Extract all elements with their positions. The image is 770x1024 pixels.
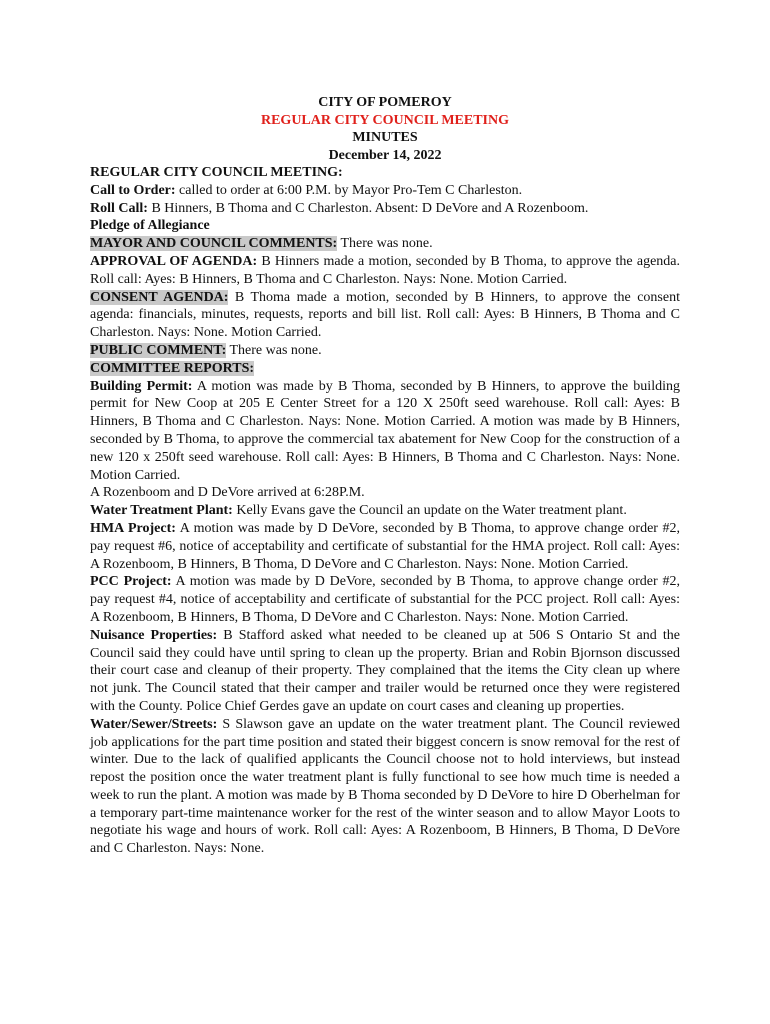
water-sewer-streets-text: S Slawson gave an update on the water treatment plant. The Council reviewed job applications for the part time position and stated their biggest concern is snow removal for the rest of winter. Due to the lack of qualified applicants the Council choose not to hold interviews, but instead repost the position once the water treatment plant is fully functional to see how much time is needed a week to run the plant. A motion was made by B Thoma seconded by D DeVore to hire D Oberhelman for a temporary part-time maintenance worker for the rest of the winter season and to allow Mayor Loots to negotiate his wage and hours of work. Roll call: Ayes: A Rozenboom, B Hinners, B Thoma, D DeVore and C Charleston. Nays: None. <box>90 716 680 857</box>
approval-of-agenda-label: APPROVAL OF AGENDA: <box>90 253 258 269</box>
building-permit <box>90 378 680 485</box>
mayor-comments-label: MAYOR AND COUNCIL COMMENTS: <box>90 236 338 252</box>
committee-reports-heading <box>90 360 680 378</box>
nuisance-properties-text: B Stafford asked what needed to be cleaned up at 506 S Ontario St and the Council said they could have until spring to clean up the property. Brian and Robin Bjornson discussed their court case and cleanup of their property. They complained that the items the City clean up where not junk. The Council stated that their camper and trailer would be returned once they were registered with the County. Police Chief Gerdes gave an update on court cases and cleaning up properties. <box>90 627 680 714</box>
city-name: CITY OF POMEROY <box>318 95 452 110</box>
meeting-date: December 14, 2022 <box>328 147 442 163</box>
call-to-order-text: called to order at 6:00 P.M. by Mayor Pro-Tem C Charleston. <box>175 182 523 198</box>
water-sewer-streets <box>90 716 680 858</box>
approval-of-agenda-text: B Hinners made a motion, seconded by B Thoma, to approve the agenda. Roll call: Ayes: B Hinners, B Thoma and C Charleston. Nays: None. Motion Carried. <box>90 253 680 287</box>
water-sewer-streets-label: Water/Sewer/Streets: <box>90 716 218 732</box>
meeting-heading: REGULAR CITY COUNCIL MEETING: <box>90 165 343 180</box>
water-treatment-plant-text: Kelly Evans gave the Council an update on the Water treatment plant. <box>232 503 627 519</box>
arrival-note: A Rozenboom and D DeVore arrived at 6:28P.M. <box>90 485 365 501</box>
hma-project-label: HMA Project: <box>90 520 176 536</box>
committee-reports-label: COMMITTEE REPORTS: <box>90 360 255 376</box>
pcc-project-text: A motion was made by D DeVore, seconded by B Thoma, to approve change order #2, pay request #4, notice of acceptability and certificate of substantial for the PCC project. Roll call: Ayes: A Rozenboom, B Hinners, B Thoma, D DeVore and C Charleston. Nays: None. Motion Carried. <box>90 574 680 625</box>
call-to-order <box>90 182 680 200</box>
building-permit-text: A motion was made by B Thoma, seconded by B Hinners, to approve the building permit for New Coop at 205 E Center Street for a 120 X 250ft seed warehouse. Roll call: Ayes: B Hinners, B Thoma and C Charleston. Nays: None. Motion Carried. A motion was made by B Hinners, seconded by B Thoma, to approve the commercial tax abatement for New Coop for the construction of a new 120 x 250ft seed warehouse. Roll call: Ayes: B Hinners, B Thoma and C Charleston. Nays: None. Motion Carried. <box>90 378 680 483</box>
pledge-of-allegiance: Pledge of Allegiance <box>90 218 210 234</box>
approval-of-agenda <box>90 253 680 289</box>
roll-call-label: Roll Call: <box>90 200 148 216</box>
document-type: MINUTES <box>352 130 418 145</box>
building-permit-label: Building Permit: <box>90 378 193 394</box>
consent-agenda <box>90 289 680 342</box>
public-comment <box>90 342 680 360</box>
water-treatment-plant-label: Water Treatment Plant: <box>90 503 233 519</box>
meeting-title: REGULAR CITY COUNCIL MEETING <box>260 112 509 128</box>
mayor-comments-text: There was none. <box>337 236 433 252</box>
water-treatment-plant <box>90 502 680 520</box>
public-comment-text: There was none. <box>226 342 322 358</box>
mayor-comments <box>90 235 680 253</box>
nuisance-properties <box>90 627 680 716</box>
call-to-order-label: Call to Order: <box>90 182 176 198</box>
roll-call-text: B Hinners, B Thoma and C Charleston. Absent: D DeVore and A Rozenboom. <box>147 200 589 216</box>
pcc-project-label: PCC Project: <box>90 574 172 590</box>
hma-project-text: A motion was made by D DeVore, seconded by B Thoma, to approve change order #2, pay request #6, notice of acceptability and certificate of substantial for the HMA project. Roll call: Ayes: A Rozenboom, B Hinners, B Thoma, D DeVore and C Charleston. Nays: None. Motion Carried. <box>90 520 680 572</box>
public-comment-label: PUBLIC COMMENT: <box>90 342 227 358</box>
nuisance-properties-label: Nuisance Properties: <box>90 627 218 643</box>
roll-call <box>90 200 680 218</box>
consent-agenda-text: B Thoma made a motion, seconded by B Hinners, to approve the consent agenda: financials, minutes, requests, reports and bill list. Roll call: Ayes: B Hinners, B Thoma and C Charleston. Nays: None. Motion Carried. <box>90 289 680 341</box>
document-header <box>90 94 680 164</box>
pcc-project <box>90 573 680 626</box>
consent-agenda-label: CONSENT AGENDA: <box>90 289 229 305</box>
hma-project <box>90 520 680 573</box>
minutes-body <box>90 164 680 858</box>
